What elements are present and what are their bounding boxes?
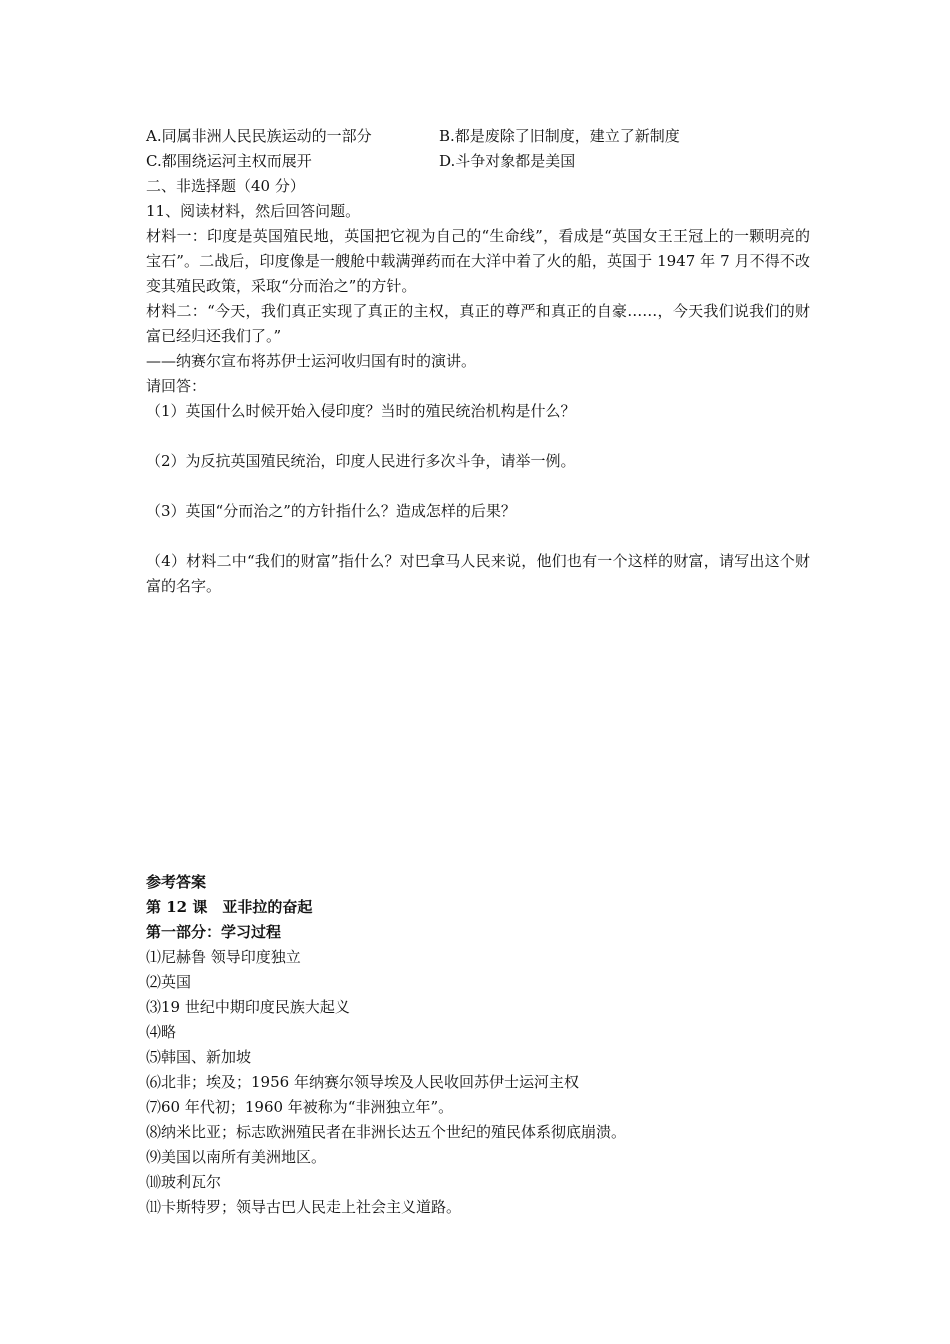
- answer-item: ⑵英国: [146, 973, 192, 991]
- answer-item: ⑶19 世纪中期印度民族大起义: [146, 998, 350, 1016]
- option-c: C.都围绕运河主权而展开: [146, 152, 312, 170]
- part-title: 第一部分：学习过程: [146, 923, 282, 941]
- answer-key: [146, 870, 810, 1220]
- answer-item: ⑾卡斯特罗；领导古巴人民走上社会主义道路。: [146, 1198, 462, 1216]
- answer-item: ⑺60 年代初；1960 年被称为“非洲独立年”。: [146, 1098, 454, 1116]
- options-row-2: [146, 149, 810, 174]
- section-title: 二、非选择题（40 分）: [146, 177, 305, 195]
- option-b: B.都是废除了旧制度，建立了新制度: [439, 127, 680, 145]
- lesson-title: 第 12 课 亚非拉的奋起: [146, 898, 313, 916]
- sub-question-3: （3）英国“分而治之”的方针指什么？造成怎样的后果？: [146, 502, 516, 520]
- question-stem: 11、阅读材料，然后回答问题。: [146, 202, 361, 220]
- sub-question-4: （4）材料二中“我们的财富”指什么？对巴拿马人民来说，他们也有一个这样的财富，请写出这个财富的名字。: [146, 552, 810, 595]
- material-two: 材料二：“今天，我们真正实现了真正的主权，真正的尊严和真正的自豪……，今天我们说我们的财富已经归还我们了。”: [146, 302, 810, 345]
- options-row-1: [146, 124, 810, 149]
- option-a: A.同属非洲人民民族运动的一部分: [146, 127, 372, 145]
- sub-question-2: （2）为反抗英国殖民统治，印度人民进行多次斗争，请举一例。: [146, 452, 576, 470]
- question-page: [146, 124, 810, 599]
- answer-item: ⑻纳米比亚；标志欧洲殖民者在非洲长达五个世纪的殖民体系彻底崩溃。: [146, 1123, 627, 1141]
- answer-item: ⑽玻利瓦尔: [146, 1173, 222, 1191]
- option-d: D.斗争对象都是美国: [439, 152, 576, 170]
- answer-prompt: 请回答：: [146, 377, 207, 395]
- answer-item: ⑷略: [146, 1023, 177, 1041]
- answer-item: ⑼美国以南所有美洲地区。: [146, 1148, 327, 1166]
- answer-item: ⑸韩国、新加坡: [146, 1048, 252, 1066]
- material-source: ——纳赛尔宣布将苏伊士运河收归国有时的演讲。: [146, 352, 477, 370]
- material-one: 材料一：印度是英国殖民地，英国把它视为自己的“生命线”，看成是“英国女王王冠上的一颗明亮的宝石”。二战后，印度像是一艘舱中载满弹药而在大洋中着了火的船，英国于 1947 年 7 月不得不改变其殖民政策，采取“分而治之”的方针。: [146, 227, 810, 295]
- answer-item: ⑴尼赫鲁 领导印度独立: [146, 948, 301, 966]
- sub-question-1: （1）英国什么时候开始入侵印度？当时的殖民统治机构是什么？: [146, 402, 576, 420]
- answer-item: ⑹北非；埃及；1956 年纳赛尔领导埃及人民收回苏伊士运河主权: [146, 1073, 579, 1091]
- answer-title: 参考答案: [146, 873, 207, 891]
